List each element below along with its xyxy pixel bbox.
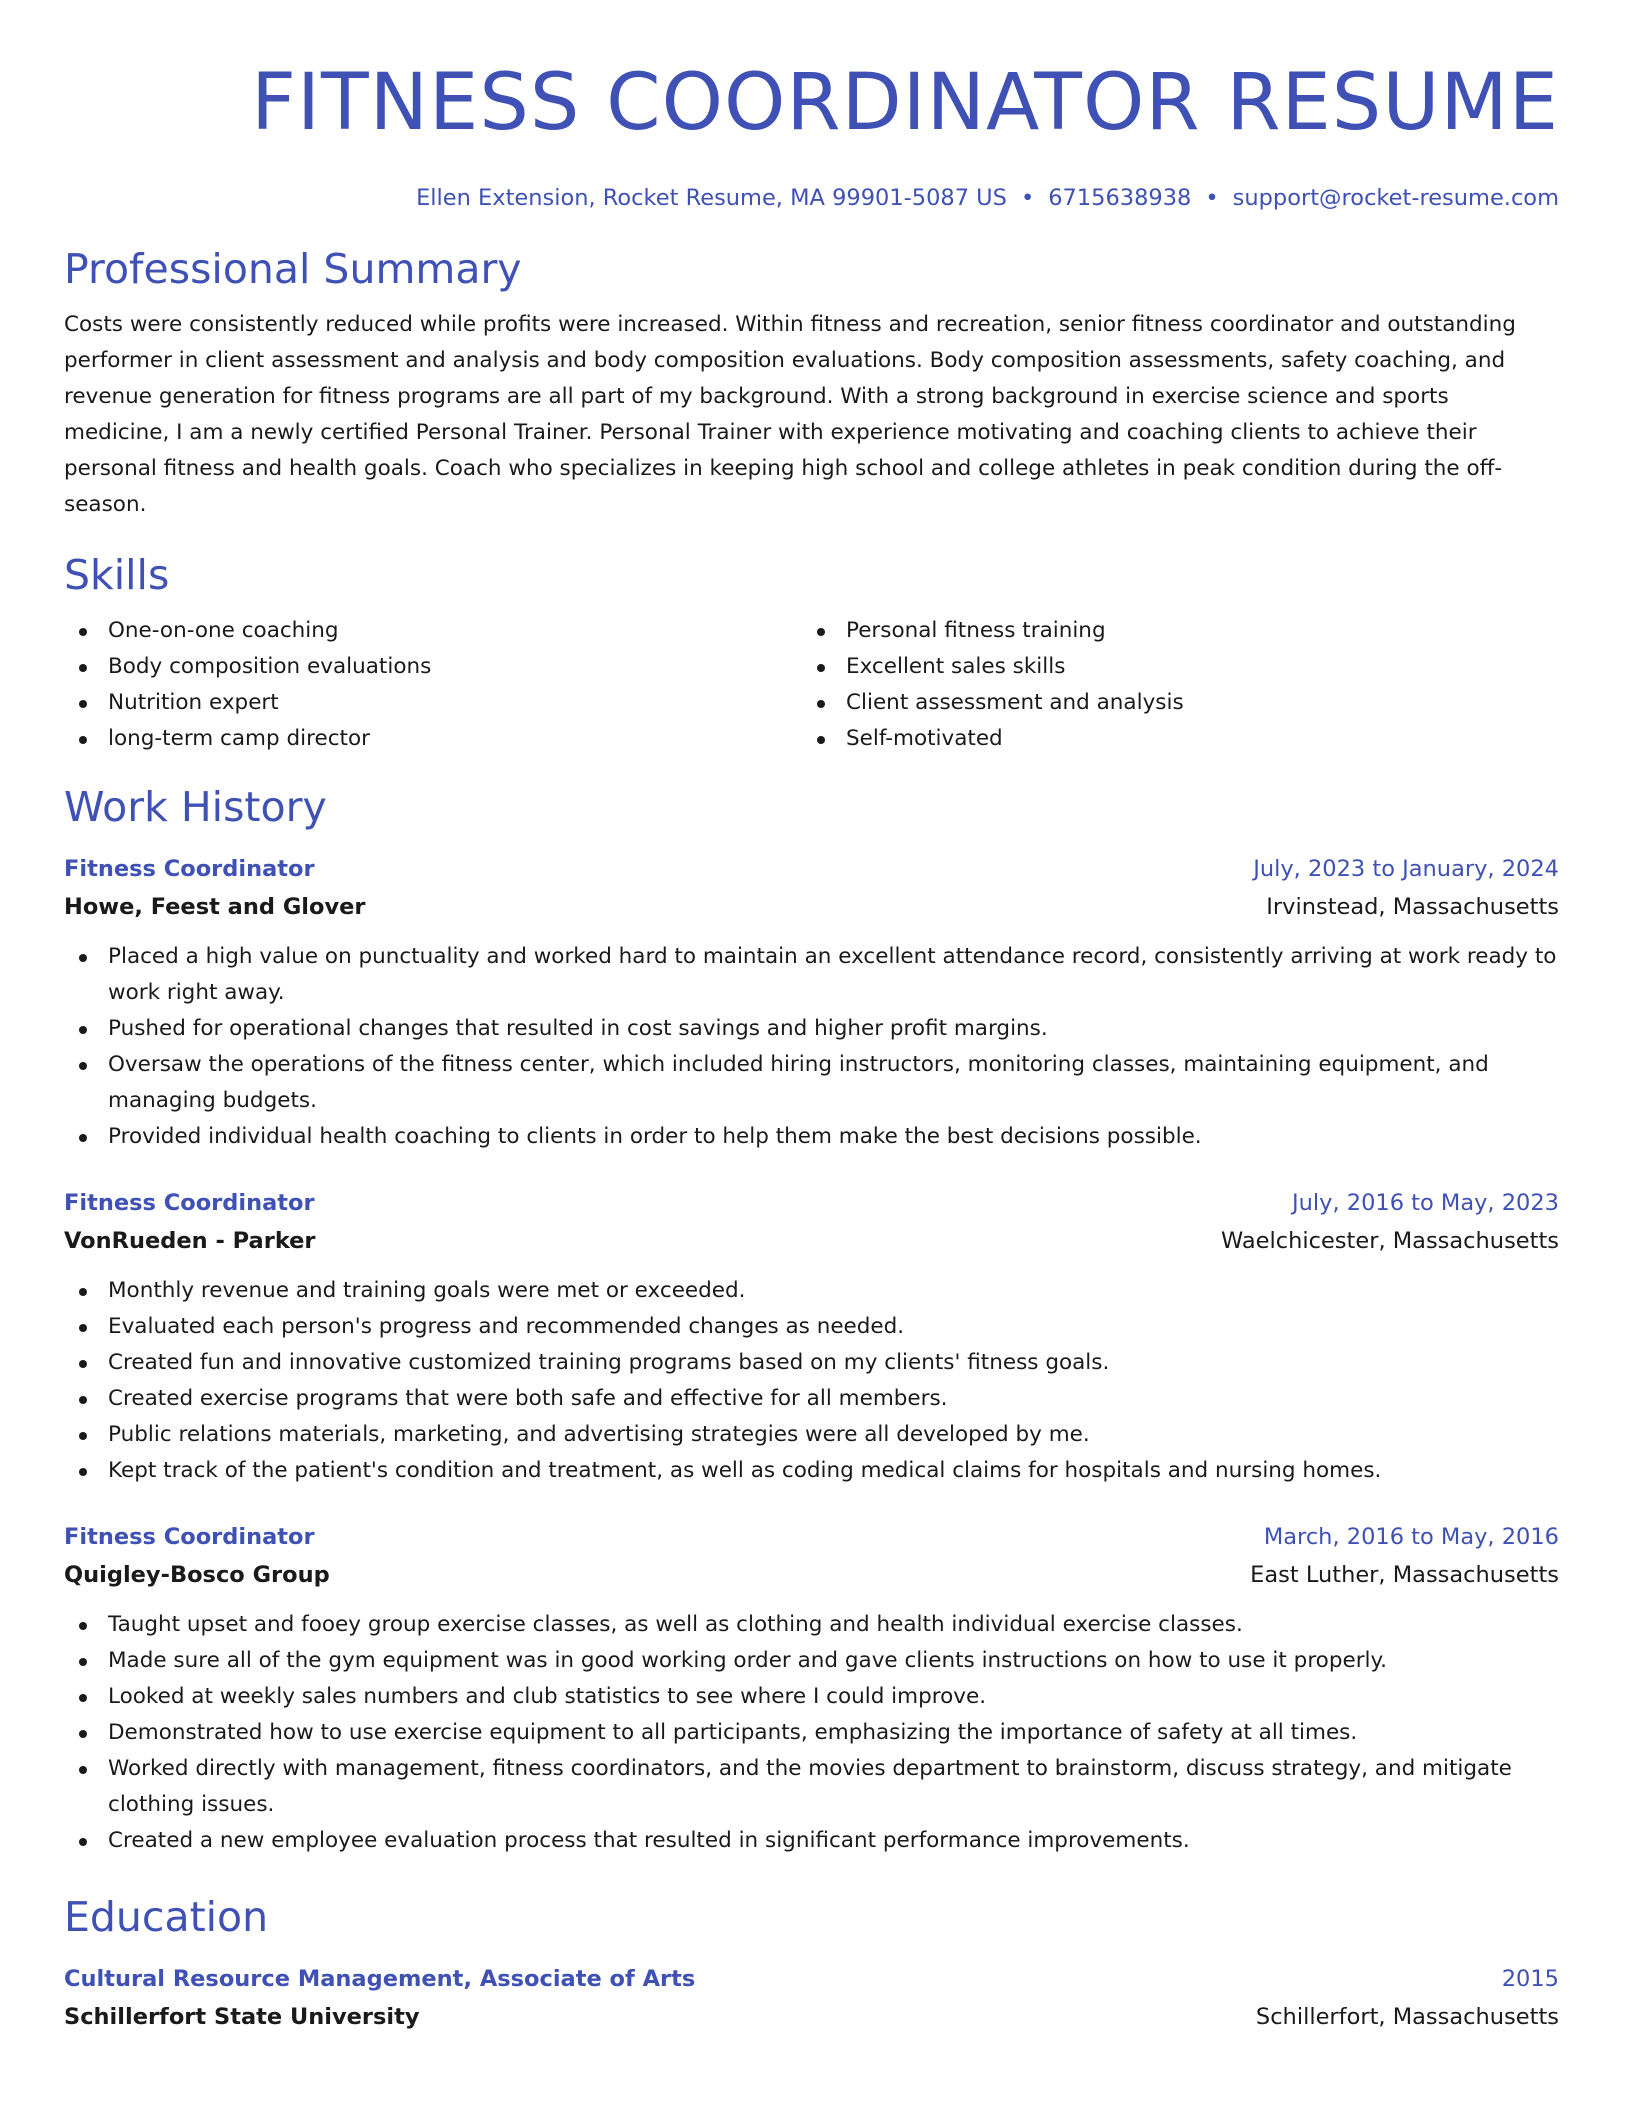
job-company: VonRueden - Parker [64, 1228, 316, 1254]
job-location: Waelchicester, Massachusetts [1221, 1228, 1559, 1254]
job-bullet: Placed a high value on punctuality and worked hard to maintain an excellent attendance record, consistently arriving at work ready to work right away. [64, 939, 1559, 1011]
job-bullet: Kept track of the patient's condition and treatment, as well as coding medical claims for hospitals and nursing homes. [64, 1453, 1559, 1489]
job-bullet: Oversaw the operations of the fitness center, which included hiring instructors, monitoring classes, maintaining equipment, and managing budgets. [64, 1047, 1559, 1119]
contact-phone: 6715638938 [1048, 185, 1192, 211]
education-school: Schillerfort State University [64, 2004, 420, 2030]
skill-item: Personal fitness training [802, 613, 1540, 649]
work-history-heading: Work History [64, 783, 327, 831]
job-header-row [64, 851, 1559, 887]
resume-title: FITNESS COORDINATOR RESUME [251, 58, 1559, 148]
job-bullets [64, 939, 1559, 1155]
job-bullet: Public relations materials, marketing, and advertising strategies were all developed by me. [64, 1417, 1559, 1453]
summary-heading: Professional Summary [64, 245, 522, 293]
job-dates: July, 2016 to May, 2023 [1291, 1190, 1559, 1216]
job-company: Quigley-Bosco Group [64, 1562, 330, 1588]
job-entry [64, 1519, 1559, 1859]
job-company-row [64, 887, 1559, 927]
job-bullet: Evaluated each person's progress and recommended changes as needed. [64, 1309, 1559, 1345]
job-location: East Luther, Massachusetts [1250, 1562, 1559, 1588]
education-year: 2015 [1501, 1966, 1559, 1992]
job-bullet: Made sure all of the gym equipment was in good working order and gave clients instructions on how to use it properly. [64, 1643, 1559, 1679]
skills-right-list [802, 613, 1540, 757]
job-title: Fitness Coordinator [64, 856, 315, 882]
skill-item: Excellent sales skills [802, 649, 1540, 685]
job-bullet: Demonstrated how to use exercise equipment to all participants, emphasizing the importance of safety at all times. [64, 1715, 1559, 1751]
job-entry [64, 851, 1559, 1155]
education-location: Schillerfort, Massachusetts [1255, 2004, 1559, 2030]
contact-address: Ellen Extension, Rocket Resume, MA 99901-5087 US [416, 185, 1007, 211]
job-company-row [64, 1221, 1559, 1261]
job-bullets [64, 1607, 1559, 1859]
job-bullet: Looked at weekly sales numbers and club statistics to see where I could improve. [64, 1679, 1559, 1715]
job-bullet: Worked directly with management, fitness coordinators, and the movies department to brainstorm, discuss strategy, and mitigate clothing issues. [64, 1751, 1559, 1823]
skill-item: Nutrition expert [64, 685, 802, 721]
skills-left-list [64, 613, 802, 757]
skill-item: Client assessment and analysis [802, 685, 1540, 721]
skills-heading: Skills [64, 551, 170, 599]
skill-item: Self-motivated [802, 721, 1540, 757]
education-degree: Cultural Resource Management, Associate of Arts [64, 1966, 696, 1992]
education-header-row [64, 1961, 1559, 1997]
contact-separator: • [1020, 185, 1035, 211]
resume-page [64, 0, 1559, 2037]
job-title: Fitness Coordinator [64, 1524, 315, 1550]
job-dates: July, 2023 to January, 2024 [1253, 856, 1559, 882]
job-bullet: Created fun and innovative customized training programs based on my clients' fitness goals. [64, 1345, 1559, 1381]
job-company: Howe, Feest and Glover [64, 894, 366, 920]
contact-separator: • [1205, 185, 1219, 211]
job-bullets [64, 1273, 1559, 1489]
job-company-row [64, 1555, 1559, 1595]
skill-item: long-term camp director [64, 721, 802, 757]
job-entry [64, 1185, 1559, 1489]
education-school-row [64, 1997, 1559, 2037]
job-bullet: Provided individual health coaching to clients in order to help them make the best decisions possible. [64, 1119, 1559, 1155]
job-bullet: Pushed for operational changes that resulted in cost savings and higher profit margins. [64, 1011, 1559, 1047]
job-title: Fitness Coordinator [64, 1190, 315, 1216]
job-location: Irvinstead, Massachusetts [1266, 894, 1559, 920]
contact-line [64, 181, 1559, 215]
skills-grid [64, 613, 1559, 757]
education-heading: Education [64, 1893, 269, 1941]
education-entry [64, 1961, 1559, 2037]
job-bullet: Monthly revenue and training goals were met or exceeded. [64, 1273, 1559, 1309]
job-bullet: Created a new employee evaluation process that resulted in significant performance improvements. [64, 1823, 1559, 1859]
summary-text: Costs were consistently reduced while profits were increased. Within fitness and recreation, senior fitness coordinator and outstanding performer in client assessment and analysis and body composition evaluations. Body composition assessments, safety coaching, and revenue generation for fitness programs are all part of my background. With a strong background in exercise science and sports medicine, I am a newly certified Personal Trainer. Personal Trainer with experience motivating and coaching clients to achieve their personal fitness and health goals. Coach who specializes in keeping high school and college athletes in peak condition during the off-season. [64, 312, 1516, 517]
skill-item: One-on-one coaching [64, 613, 802, 649]
job-bullet: Taught upset and fooey group exercise classes, as well as clothing and health individual exercise classes. [64, 1607, 1559, 1643]
job-dates: March, 2016 to May, 2016 [1263, 1524, 1559, 1550]
job-header-row [64, 1519, 1559, 1555]
contact-email[interactable]: support@rocket-resume.com [1232, 185, 1559, 211]
job-bullet: Created exercise programs that were both safe and effective for all members. [64, 1381, 1559, 1417]
job-header-row [64, 1185, 1559, 1221]
skill-item: Body composition evaluations [64, 649, 802, 685]
